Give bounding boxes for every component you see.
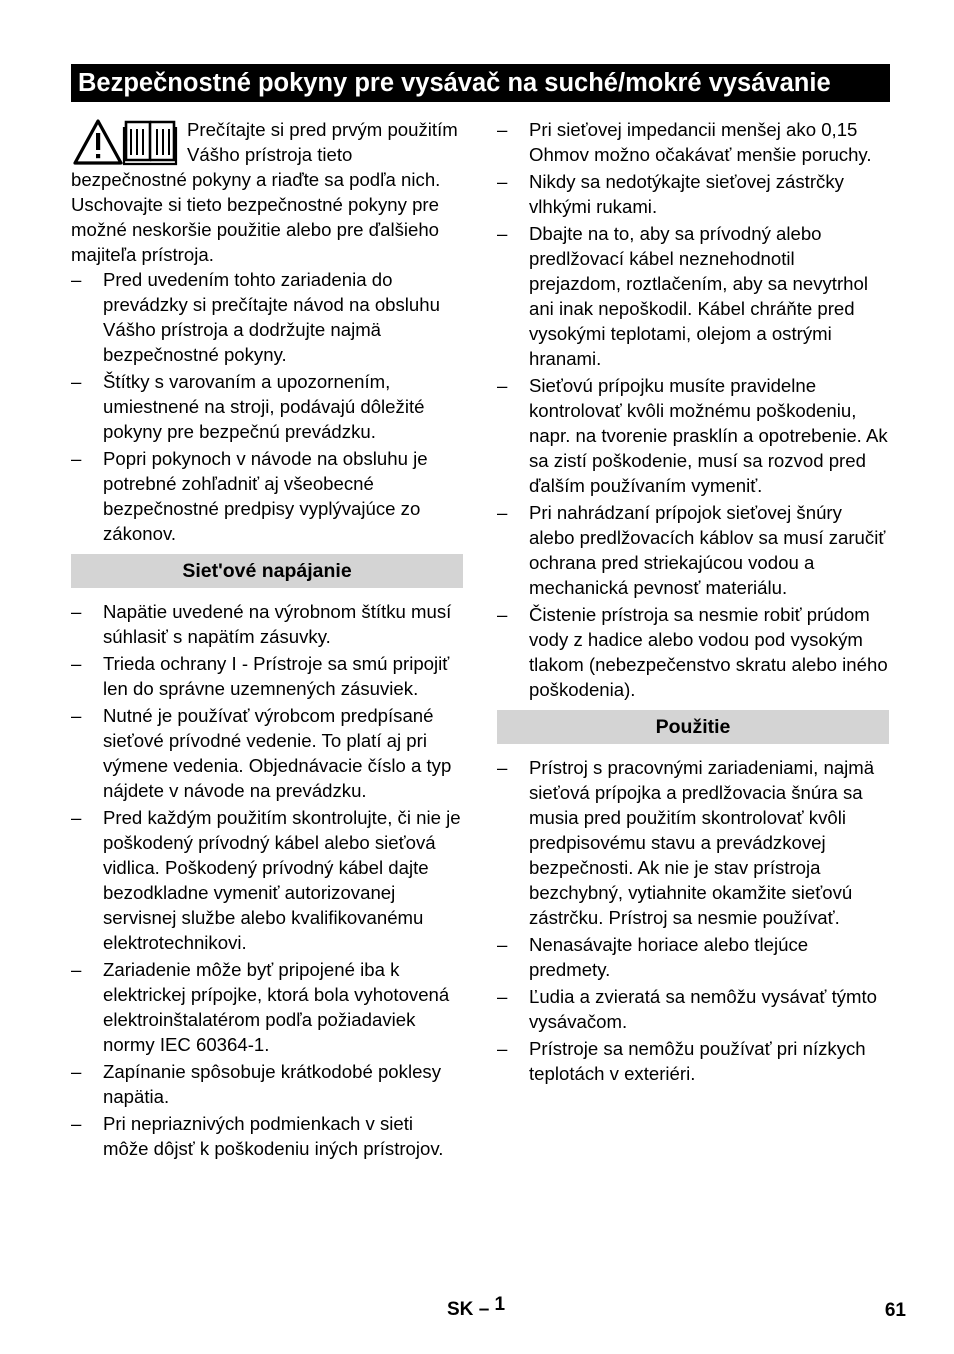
list-item: – Prístroj s pracovnými zariadeniami, najmä sieťová prípojka a predlžovacia šnúra sa musia pred použitím skontrolovať kvôli predpisovému stavu a prevádzkovej bezpečnosti. Ak nie je stav prístroja bezchybný, vytiahnite okamžite sieťovú zástrčku. Prístroj sa nesmie používať. [497,755,889,930]
warning-read-manual-icons [71,119,179,167]
list-item: – Prístroje sa nemôžu používať pri nízkych teplotách v exteriéri. [497,1036,889,1086]
power-supply-list [71,599,463,1161]
list-item: – Nikdy sa nedotýkajte sieťovej zástrčky vlhkými rukami. [497,169,889,219]
read-manual-book-icon [124,122,176,164]
page-number: 61 [884,1300,906,1321]
general-safety-list [71,267,463,546]
intro-block [71,117,463,267]
footer-code: SK [447,1299,474,1320]
power-supply-list-continued [497,117,889,702]
list-item: – Nutné je používať výrobcom predpísané sieťové prívodné vedenie. To platí aj pri výmene vedenia. Objednávacie číslo a typ nájdete v návode na prevádzku. [71,703,463,803]
right-column [497,117,889,1088]
footer-dash: – [478,1299,490,1320]
footer-language-code [447,1294,506,1323]
list-item: – Popri pokynoch v návode na obsluhu je potrebné zohľadniť aj všeobecné bezpečnostné predpisy vyplývajúce zo zákonov. [71,446,463,546]
list-item: – Pred každým použitím skontrolujte, či nie je poškodený prívodný kábel alebo sieťová vidlica. Poškodený prívodný kábel dajte bezodkladne vymeniť autorizovanej servisnej službe alebo kvalifikovanému elektrotechnikovi. [71,805,463,955]
footer-section-number: 1 [494,1294,506,1315]
intro-text: Prečítajte si pred prvým použitím Vášho prístroja tieto bezpečnostné pokyny a riaďte sa podľa nich. Uschovajte si tieto bezpečnostné pokyny pre možné neskoršie použitie alebo pre ďalšieho majiteľa prístroja. [71,119,458,265]
list-item: – Sieťovú prípojku musíte pravidelne kontrolovať kvôli možnému poškodeniu, napr. na tvorenie prasklín a opotrebenie. Ak sa zistí poškodenie, musí sa rozvod pred ďalším používaním vymeniť. [497,373,889,498]
left-column [71,117,463,1163]
list-item: – Pri nepriaznivých podmienkach v sieti môže dôjsť k poškodeniu iných prístrojov. [71,1111,463,1161]
page-title: Bezpečnostné pokyny pre vysávač na suché/mokré vysávanie [71,64,890,102]
list-item: – Trieda ochrany I - Prístroje sa smú pripojiť len do správne uzemnených zásuviek. [71,651,463,701]
list-item: – Dbajte na to, aby sa prívodný alebo predlžovací kábel neznehodnotil prejazdom, roztlačením, aby sa nevytrhol ani inak nepoškodil. Kábel chráňte pred vysokými teplotami, olejom a ostrými hranami. [497,221,889,371]
list-item: – Napätie uvedené na výrobnom štítku musí súhlasiť s napätím zásuvky. [71,599,463,649]
list-item: – Pred uvedením tohto zariadenia do prevádzky si prečítajte návod na obsluhu Vášho prístroja a dodržujte najmä bezpečnostné pokyny. [71,267,463,367]
warning-triangle-icon [75,121,121,163]
list-item: – Ľudia a zvieratá sa nemôžu vysávať týmto vysávačom. [497,984,889,1034]
list-item: – Pri sieťovej impedancii menšej ako 0,15 Ohmov možno očakávať menšie poruchy. [497,117,889,167]
list-item: – Nenasávajte horiace alebo tlejúce predmety. [497,932,889,982]
list-item: – Zariadenie môže byť pripojené iba k elektrickej prípojke, ktorá bola vyhotovená elektroinštalatérom podľa požiadaviek normy IEC 60364-1. [71,957,463,1057]
section-heading-power: Siet'ové napájanie [71,554,463,588]
section-heading-use: Použitie [497,710,889,744]
usage-list [497,755,889,1086]
list-item: – Pri nahrádzaní prípojok sieťovej šnúry alebo predlžovacích káblov sa musí zaručiť ochrana pred striekajúcou vodou a mechanická pevnosť materiálu. [497,500,889,600]
list-item: – Štítky s varovaním a upozornením, umiestnené na stroji, podávajú dôležité pokyny pre bezpečnú prevádzku. [71,369,463,444]
list-item: – Zapínanie spôsobuje krátkodobé poklesy napätia. [71,1059,463,1109]
safety-icons [71,119,179,167]
list-item: – Čistenie prístroja sa nesmie robiť prúdom vody z hadice alebo vodou pod vysokým tlakom (nebezpečenstvo skratu alebo iného poškodenia). [497,602,889,702]
